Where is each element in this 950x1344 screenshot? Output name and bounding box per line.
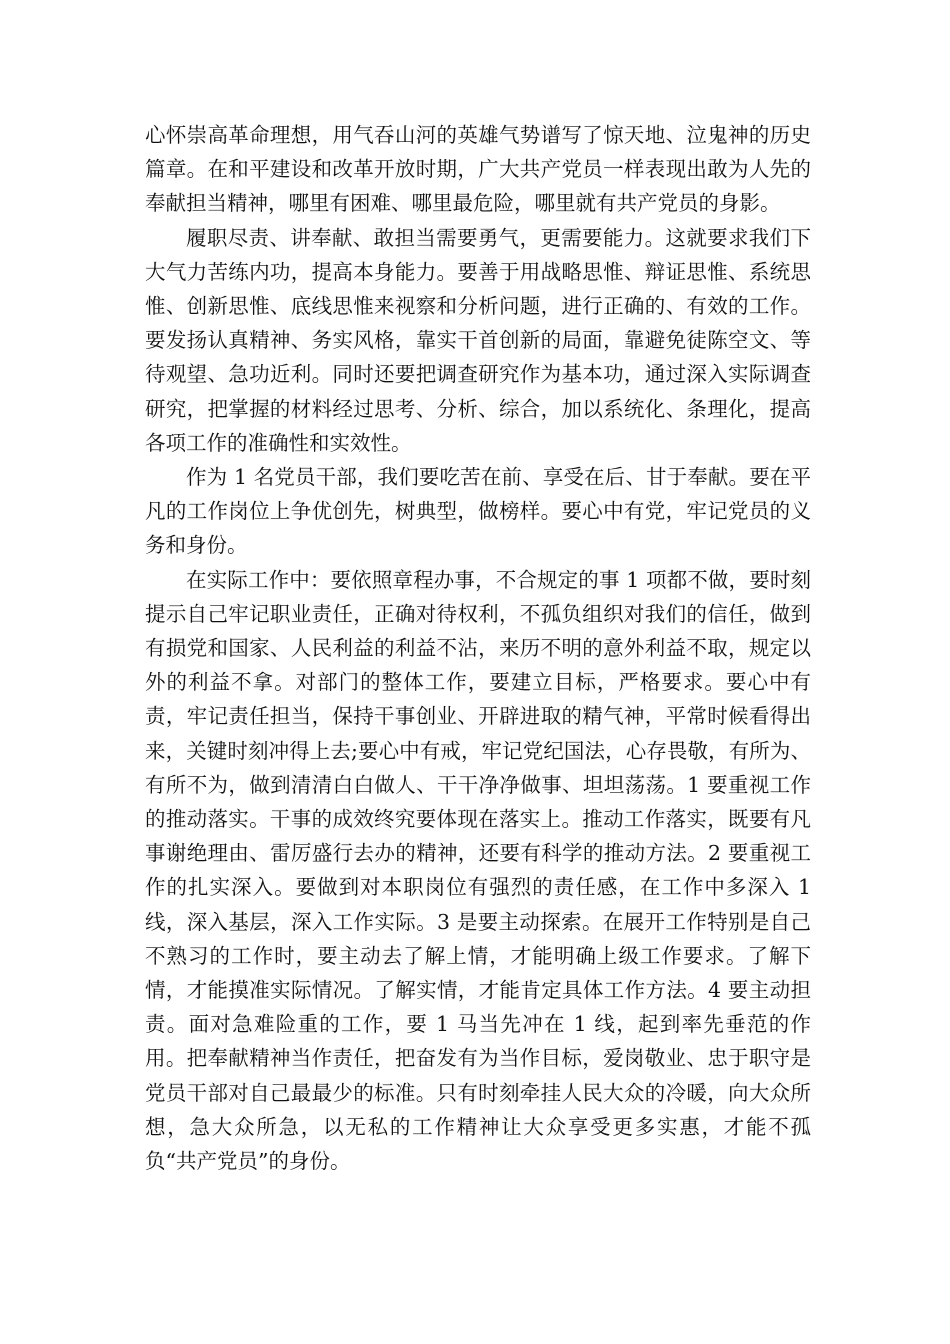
paragraph-1: 心怀崇高革命理想，用气吞山河的英雄气势谱写了惊天地、泣鬼神的历史篇章。在和平建设和改革开放时期，广大共产党员一样表现出敢为人先的奉献担当精神，哪里有困难、哪里最危险，哪里就有共产党员的身影。 [145, 123, 811, 216]
paragraph-4: 在实际工作中：要依照章程办事，不合规定的事 1 项都不做，要时刻提示自己牢记职业责任，正确对待权利，不孤负组织对我们的信任，做到有损党和国家、人民利益的利益不沾，来历不明的意外利益不取，规定以外的利益不拿。对部门的整体工作，要建立目标，严格要求。要心中有责，牢记责任担当，保持干事创业、开辟进取的精气神，平常时候看得出来，关键时刻冲得上去;要心中有戒，牢记党纪国法，心存畏敬，有所为、有所不为，做到清清白白做人、干干净净做事、坦坦荡荡。1 要重视工作的推动落实。干事的成效终究要体现在落实上。推动工作落实，既要有凡事谢绝理由、雷厉盛行去办的精神，还要有科学的推动方法。2 要重视工作的扎实深入。要做到对本职岗位有强烈的责任感，在工作中多深入 1 线，深入基层，深入工作实际。3 是要主动探索。在展开工作特别是自己不熟习的工作时，要主动去了解上情，才能明确上级工作要求。了解下情，才能摸准实际情况。了解实情，才能肯定具体工作方法。4 要主动担责。面对急难险重的工作，要 1 马当先冲在 1 线，起到率先垂范的作用。把奉献精神当作责任，把奋发有为当作目标，爱岗敬业、忠于职守是党员干部对自己最最少的标准。只有时刻牵挂人民大众的冷暖，向大众所想，急大众所急，以无私的工作精神让大众享受更多实惠，才能不孤负“共产党员”的身份。 [145, 567, 811, 1174]
paragraph-2: 履职尽责、讲奉献、敢担当需要勇气，更需要能力。这就要求我们下大气力苦练内功，提高本身能力。要善于用战略思惟、辩证思惟、系统思惟、创新思惟、底线思惟来视察和分析问题，进行正确的、有效的工作。要发扬认真精神、务实风格，靠实干首创新的局面，靠避免徒陈空文、等待观望、急功近利。同时还要把调查研究作为基本功，通过深入实际调查研究，把掌握的材料经过思考、分析、综合，加以系统化、条理化，提高各项工作的准确性和实效性。 [145, 225, 811, 455]
document-body [145, 118, 811, 1178]
paragraph-3: 作为 1 名党员干部，我们要吃苦在前、享受在后、甘于奉献。要在平凡的工作岗位上争优创先，树典型，做榜样。要心中有党，牢记党员的义务和身份。 [145, 465, 811, 558]
